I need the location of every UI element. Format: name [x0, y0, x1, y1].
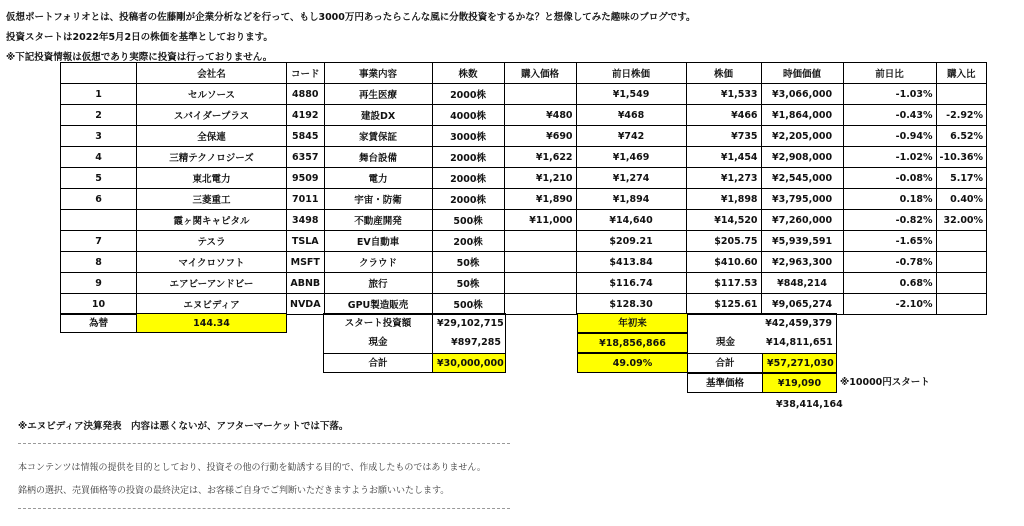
table-row — [61, 84, 987, 105]
intro-line-2: 投資スタートは2022年5月2日の株価を基準としております。 — [6, 32, 273, 43]
row-index: 6 — [61, 189, 137, 210]
disclaimer-line-1: 本コンテンツは情報の提供を目的としており、投資その他の行動を勧誘する目的で、作成したものではありません。 — [18, 463, 486, 473]
business: 舞台設備 — [324, 147, 432, 168]
cash-now-label: 現金 — [687, 333, 763, 353]
business: 再生医療 — [324, 84, 432, 105]
shares: 50株 — [432, 273, 504, 294]
table-row — [61, 252, 987, 273]
separator-bottom — [18, 508, 510, 509]
purchase-change: 6.52% — [936, 126, 987, 147]
business: 宇宙・防衛 — [324, 189, 432, 210]
row-index: 9 — [61, 273, 137, 294]
day-change: -1.03% — [843, 84, 936, 105]
prev-price: $413.84 — [576, 252, 686, 273]
market-value: ¥3,066,000 — [761, 84, 843, 105]
purchase-change: -10.36% — [936, 147, 987, 168]
price: ¥735 — [686, 126, 761, 147]
business: 家賃保証 — [324, 126, 432, 147]
ytd-value: ¥18,856,866 — [577, 333, 688, 353]
ticker-code: TSLA — [287, 231, 325, 252]
market-value: ¥1,864,000 — [761, 105, 843, 126]
cash-start-label: 現金 — [323, 333, 433, 353]
header-prev-price: 前日株価 — [576, 63, 686, 84]
header-business: 事業内容 — [324, 63, 432, 84]
prev-price: $116.74 — [576, 273, 686, 294]
ticker-code: 6357 — [287, 147, 325, 168]
portfolio-table — [60, 62, 987, 315]
ticker-code: 4880 — [287, 84, 325, 105]
day-change: -2.10% — [843, 294, 936, 315]
table-row — [61, 189, 987, 210]
table-row — [61, 231, 987, 252]
company-name: 全保連 — [137, 126, 287, 147]
purchase-price: ¥11,000 — [504, 210, 576, 231]
ticker-code: MSFT — [287, 252, 325, 273]
total-now-value: ¥57,271,030 — [762, 353, 837, 373]
price: $205.75 — [686, 231, 761, 252]
business: 建設DX — [324, 105, 432, 126]
company-name: 三精テクノロジーズ — [137, 147, 287, 168]
company-name: マイクロソフト — [137, 252, 287, 273]
intro-line-1: 仮想ポートフォリオとは、投稿者の佐藤剛が企業分析などを行って、もし3000万円あったらこんな風に分散投資をするかな？と想像してみた趣味のブログです。 — [6, 12, 696, 23]
row-index: 4 — [61, 147, 137, 168]
purchase-price — [504, 252, 576, 273]
shares: 200株 — [432, 231, 504, 252]
day-change: -1.65% — [843, 231, 936, 252]
ticker-code: 9509 — [287, 168, 325, 189]
table-row — [61, 105, 987, 126]
row-index: 3 — [61, 126, 137, 147]
day-change: -0.78% — [843, 252, 936, 273]
company-name: セルソース — [137, 84, 287, 105]
business: 旅行 — [324, 273, 432, 294]
shares: 2000株 — [432, 84, 504, 105]
market-value: ¥848,214 — [761, 273, 843, 294]
company-name: テスラ — [137, 231, 287, 252]
shares: 3000株 — [432, 126, 504, 147]
prev-price: ¥14,640 — [576, 210, 686, 231]
purchase-price: ¥690 — [504, 126, 576, 147]
business: 電力 — [324, 168, 432, 189]
purchase-price — [504, 273, 576, 294]
day-change: -0.94% — [843, 126, 936, 147]
shares: 2000株 — [432, 189, 504, 210]
purchase-change — [936, 252, 987, 273]
row-index: 5 — [61, 168, 137, 189]
table-row — [61, 294, 987, 315]
header-market-value: 時価価値 — [761, 63, 843, 84]
purchase-price: ¥1,210 — [504, 168, 576, 189]
purchase-change: 0.40% — [936, 189, 987, 210]
header-index — [61, 63, 137, 84]
market-value: ¥9,065,274 — [761, 294, 843, 315]
market-value: ¥5,939,591 — [761, 231, 843, 252]
business: GPU製造販売 — [324, 294, 432, 315]
day-change: -0.08% — [843, 168, 936, 189]
row-index: 7 — [61, 231, 137, 252]
prev-price: ¥1,894 — [576, 189, 686, 210]
purchase-change — [936, 294, 987, 315]
row-index — [61, 210, 137, 231]
ytd-percent: 49.09% — [577, 353, 688, 373]
business: EV自動車 — [324, 231, 432, 252]
row-index: 2 — [61, 105, 137, 126]
header-purchase-change: 購入比 — [936, 63, 987, 84]
market-value: ¥2,908,000 — [761, 147, 843, 168]
day-change: 0.68% — [843, 273, 936, 294]
company-name: エアビーアンドビー — [137, 273, 287, 294]
prev-price: ¥1,549 — [576, 84, 686, 105]
total-start-label: 合計 — [323, 353, 433, 373]
table-row — [61, 273, 987, 294]
fx-label: 為替 — [60, 313, 137, 333]
ticker-code: 4192 — [287, 105, 325, 126]
price: $410.60 — [686, 252, 761, 273]
purchase-price: ¥1,890 — [504, 189, 576, 210]
intro-line-3: ※下記投資情報は仮想であり実際に投資は行っておりません。 — [6, 52, 273, 63]
current-assets-value: ¥42,459,379 — [687, 313, 837, 333]
shares: 500株 — [432, 210, 504, 231]
purchase-change: -2.92% — [936, 105, 987, 126]
day-change: 0.18% — [843, 189, 936, 210]
header-day-change: 前日比 — [843, 63, 936, 84]
company-name: 三菱重工 — [137, 189, 287, 210]
table-row — [61, 126, 987, 147]
market-value: ¥2,545,000 — [761, 168, 843, 189]
header-purchase-price: 購入価格 — [504, 63, 576, 84]
prev-price: ¥468 — [576, 105, 686, 126]
row-index: 1 — [61, 84, 137, 105]
ticker-code: NVDA — [287, 294, 325, 315]
start-invest-label: スタート投資額 — [323, 313, 433, 333]
price: $125.61 — [686, 294, 761, 315]
table-row — [61, 210, 987, 231]
shares: 500株 — [432, 294, 504, 315]
prev-price: ¥1,469 — [576, 147, 686, 168]
purchase-change — [936, 84, 987, 105]
company-name: スパイダープラス — [137, 105, 287, 126]
price: ¥1,273 — [686, 168, 761, 189]
day-change: -0.82% — [843, 210, 936, 231]
company-name: エヌビディア — [137, 294, 287, 315]
price: ¥1,898 — [686, 189, 761, 210]
market-value: ¥7,260,000 — [761, 210, 843, 231]
purchase-change — [936, 231, 987, 252]
purchase-price — [504, 231, 576, 252]
prev-price: ¥1,274 — [576, 168, 686, 189]
price: ¥1,533 — [686, 84, 761, 105]
business: 不動産開発 — [324, 210, 432, 231]
start-invest-value: ¥29,102,715 — [432, 313, 506, 333]
prev-price: ¥742 — [576, 126, 686, 147]
base-price-label: 基準価格 — [687, 373, 763, 393]
extra-value: ¥38,414,164 — [776, 399, 843, 410]
company-name: 霞ヶ関キャピタル — [137, 210, 287, 231]
ticker-code: 3498 — [287, 210, 325, 231]
fx-value: 144.34 — [136, 313, 287, 333]
ticker-code: 7011 — [287, 189, 325, 210]
nvidia-note: ※エヌビディア決算発表 内容は悪くないが、アフターマーケットでは下落。 — [18, 421, 349, 432]
ytd-label: 年初来 — [577, 313, 688, 333]
day-change: -0.43% — [843, 105, 936, 126]
row-index: 8 — [61, 252, 137, 273]
prev-price: $128.30 — [576, 294, 686, 315]
ticker-code: ABNB — [287, 273, 325, 294]
shares: 4000株 — [432, 105, 504, 126]
ticker-code: 5845 — [287, 126, 325, 147]
purchase-price — [504, 84, 576, 105]
market-value: ¥2,205,000 — [761, 126, 843, 147]
price: ¥14,520 — [686, 210, 761, 231]
base-price-value: ¥19,090 — [762, 373, 837, 393]
price: ¥466 — [686, 105, 761, 126]
purchase-change — [936, 273, 987, 294]
purchase-price: ¥1,622 — [504, 147, 576, 168]
day-change: -1.02% — [843, 147, 936, 168]
business: クラウド — [324, 252, 432, 273]
header-shares: 株数 — [432, 63, 504, 84]
table-row — [61, 168, 987, 189]
base-price-note: ※10000円スタート — [840, 377, 930, 388]
purchase-change: 5.17% — [936, 168, 987, 189]
cash-start-value: ¥897,285 — [432, 333, 506, 353]
cash-now-value: ¥14,811,651 — [762, 333, 837, 353]
shares: 50株 — [432, 252, 504, 273]
purchase-price — [504, 294, 576, 315]
market-value: ¥2,963,300 — [761, 252, 843, 273]
price: $117.53 — [686, 273, 761, 294]
purchase-price: ¥480 — [504, 105, 576, 126]
separator-top — [18, 443, 510, 444]
company-name: 東北電力 — [137, 168, 287, 189]
shares: 2000株 — [432, 168, 504, 189]
row-index: 10 — [61, 294, 137, 315]
table-row — [61, 147, 987, 168]
total-now-label: 合計 — [687, 353, 763, 373]
header-company: 会社名 — [137, 63, 287, 84]
header-code: コード — [287, 63, 325, 84]
purchase-change: 32.00% — [936, 210, 987, 231]
price: ¥1,454 — [686, 147, 761, 168]
header-price: 株価 — [686, 63, 761, 84]
disclaimer-line-2: 銘柄の選択、売買価格等の投資の最終決定は、お客様ご自身でご判断いただきますようお願いいたします。 — [18, 486, 450, 496]
prev-price: $209.21 — [576, 231, 686, 252]
total-start-value: ¥30,000,000 — [432, 353, 506, 373]
market-value: ¥3,795,000 — [761, 189, 843, 210]
shares: 2000株 — [432, 147, 504, 168]
table-header-row — [61, 63, 987, 84]
